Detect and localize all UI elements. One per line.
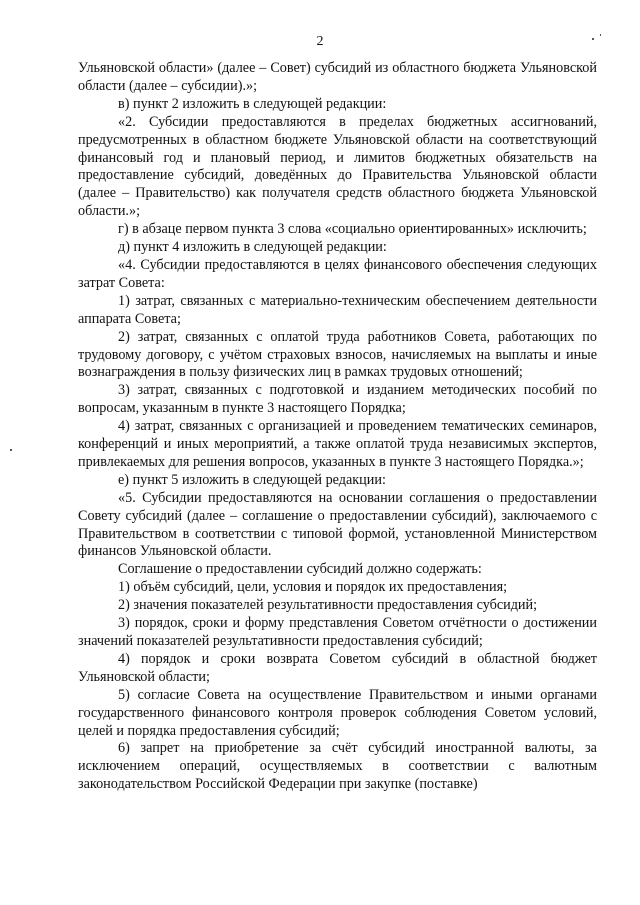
paragraph: 1) объём субсидий, цели, условия и порядок их предоставления; (118, 579, 508, 596)
document-body (78, 60, 597, 794)
paragraph: «5. Субсидии предоставляются на основании соглашения о предоставлении Совету субсидий (далее – соглашение о предоставлении субсидий), заключаемого с Правительством в соответствии с типовой формой, установленной Министерством финансов Ульяновской области. (78, 489, 597, 560)
paragraph: Соглашение о предоставлении субсидий должно содержать: (118, 561, 482, 578)
paragraph: 5) согласие Совета на осуществление Правительством и иными органами государственного финансового контроля проверок соблюдения Советом условий, целей и порядка предоставления субсидий; (78, 686, 597, 739)
paragraph: 3) затрат, связанных с подготовкой и изданием методических пособий по вопросам, указанным в пункте 3 настоящего Порядка; (78, 382, 597, 417)
scan-speck (592, 38, 594, 40)
paragraph: Ульяновской области» (далее – Совет) субсидий из областного бюджета Ульяновской области (далее – субсидии).»; (78, 60, 597, 94)
paragraph: «2. Субсидии предоставляются в пределах бюджетных ассигнований, предусмотренных в областном бюджете Ульяновской области на соответствующий финансовый год и плановый период, и лимитов бюджетных обязательств на предоставление субсидий, доведённых до Правительства Ульяновской области (далее – Правительство) как получателя средств областного бюджета Ульяновской области.»; (78, 113, 597, 220)
paragraph: 2) затрат, связанных с оплатой труда работников Совета, работающих по трудовому договору, с учётом страховых взносов, начисляемых на выплаты и иные вознаграждения в пользу физических лиц в рамках трудовых отношений; (78, 328, 597, 381)
paragraph: д) пункт 4 изложить в следующей редакции: (118, 239, 387, 256)
paragraph: в) пункт 2 изложить в следующей редакции: (118, 95, 387, 112)
paragraph: 1) затрат, связанных с материально-техническим обеспечением деятельности аппарата Совета; (78, 292, 597, 327)
scan-speck (600, 34, 601, 36)
paragraph: г) в абзаце первом пункта 3 слова «социально ориентированных» исключить; (118, 221, 587, 238)
paragraph: 3) порядок, сроки и форму представления Советом отчётности о достижении значений показателей результативности предоставления субсидий; (78, 615, 597, 649)
paragraph: 2) значения показателей результативности предоставления субсидий; (118, 597, 538, 614)
paragraph: е) пункт 5 изложить в следующей редакции: (118, 471, 386, 488)
paragraph: 4) порядок и сроки возврата Советом субсидий в областной бюджет Ульяновской области; (78, 650, 597, 685)
page-number: 2 (316, 34, 324, 49)
paragraph: 4) затрат, связанных с организацией и проведением тематических семинаров, конференций и иных мероприятий, а также оплатой труда независимых экспертов, привлекаемых для решения вопросов, указанных в пункте 3 настоящего Порядка.»; (78, 418, 597, 470)
paragraph: «4. Субсидии предоставляются в целях финансового обеспечения следующих затрат Совета: (78, 256, 597, 291)
scan-speck (10, 449, 12, 451)
paragraph: 6) запрет на приобретение за счёт субсидий иностранной валюты, за исключением операций, осуществляемых в соответствии с валютным законодательством Российской Федерации при закупке (поставке) (78, 740, 597, 793)
